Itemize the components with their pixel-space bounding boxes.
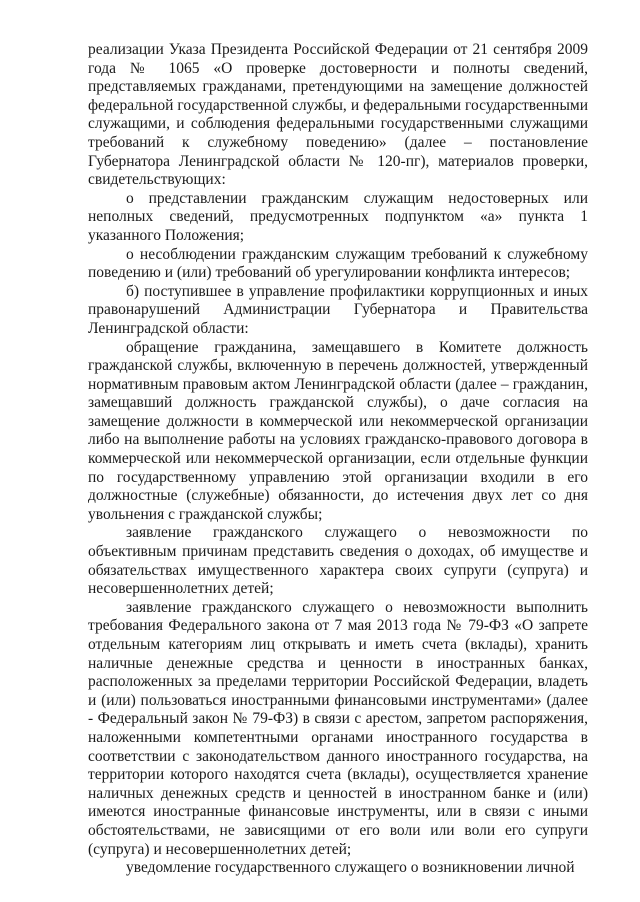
paragraph-received-documents: б) поступившее в управление профилактики коррупционных и иных правонарушений Администрации Губернатора и Правительства Ленинградской области: [88,282,588,337]
paragraph-false-information: о представлении гражданским служащим недостоверных или неполных сведений, предусмотренных подпунктом «а» пункта 1 указанного Положения; [88,189,588,244]
paragraph-notification-start: уведомление государственного служащего о возникновении личной [126,859,575,877]
paragraph-conduct-violation: о несоблюдении гражданским служащим требований к служебному поведению и (или) требований об урегулировании конфликта интересов; [88,245,588,282]
paragraph-income-statement-impossibility: заявление гражданского служащего о невозможности по объективным причинам представить сведения о доходах, об имуществе и обязательствах имущественного характера своих супруги (супруга) и несовершеннолетних детей; [88,524,588,598]
document-body [88,41,588,878]
paragraph-citizen-appeal: обращение гражданина, замещавшего в Комитете должность гражданской службы, включенную в перечень должностей, утвержденный нормативным правовым актом Ленинградской области (далее – гражданин, замещавший должность гражданской службы), о даче согласия на замещение должности в коммерческой или некоммерческой организации либо на выполнение работы на условиях гражданско-правового договора в коммерческой или некоммерческой организации, если отдельные функции по государственному управлению этой организации входили в его должностные (служебные) обязанности, до истечения двух лет со дня увольнения с гражданской службы; [88,338,588,523]
paragraph-foreign-accounts-statement: заявление гражданского служащего о невозможности выполнить требования Федерального закона от 7 мая 2013 года № 79-ФЗ «О запрете отдельным категориям лиц открывать и иметь счета (вклады), хранить наличные денежные средства и ценности в иностранных банках, расположенных за пределами территории Российской Федерации, владеть и (или) пользоваться иностранными финансовыми инструментами» (далее - Федеральный закон № 79-ФЗ) в связи с арестом, запретом распоряжения, наложенными компетентными органами иностранного государства в соответствии с законодательством данного иностранного государства, на территории которого находятся счета (вклады), осуществляется хранение наличных денежных средств и ценностей в иностранном банке и (или) имеются иностранные финансовые инструменты, или в связи с иными обстоятельствами, не зависящими от его воли или воли его супруги (супруга) и несовершеннолетних детей; [88,598,588,858]
paragraph-decree-reference: реализации Указа Президента Российской Федерации от 21 сентября 2009 года № 1065 «О проверке достоверности и полноты сведений, представляемых гражданами, претендующими на замещение должностей федеральной государственной службы, и федеральными государственными служащими, и соблюдения федеральными государственными служащими требований к служебному поведению» (далее – постановление Губернатора Ленинградской области № 120-пг), материалов проверки, свидетельствующих: [88,41,588,189]
